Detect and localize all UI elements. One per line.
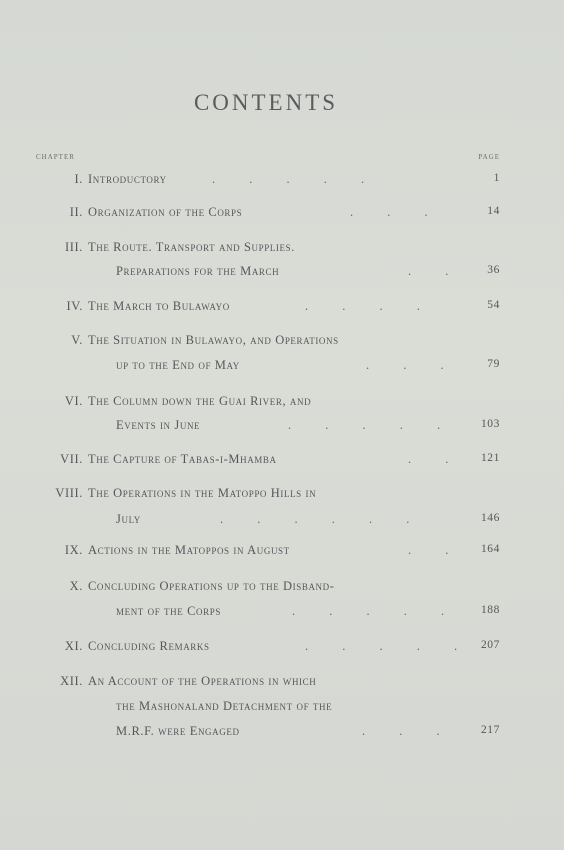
dot-leader: . . . . . . [220, 512, 410, 526]
page-number: 207 [480, 639, 500, 651]
page-number: 14 [487, 205, 500, 217]
page-number: 1 [493, 172, 500, 184]
page-column-header: PAGE [478, 153, 500, 161]
toc-entry [0, 486, 564, 530]
toc-entry [0, 333, 564, 377]
chapter-number: III. [64, 240, 83, 254]
dot-leader: . . . [350, 205, 429, 219]
dot-leader: . . [408, 543, 449, 557]
chapter-number: IV. [66, 299, 83, 313]
page-number: 54 [487, 299, 500, 311]
chapter-title-line: The Operations in the Matoppo Hills in [88, 486, 317, 500]
dot-leader: . . . . [305, 299, 421, 313]
chapter-title-line: Introductory [88, 172, 167, 186]
chapter-number: IX. [64, 543, 83, 557]
dot-leader: . . . . . [305, 639, 458, 653]
chapter-title-line: Events in June [116, 418, 201, 432]
toc-entry [0, 205, 564, 225]
toc-entry [0, 299, 564, 319]
chapter-title-line: July [116, 512, 141, 526]
page-number: 217 [480, 724, 500, 736]
toc-entry [0, 394, 564, 438]
toc-entry [0, 674, 564, 744]
chapter-title-line: M.R.F. were Engaged [116, 724, 240, 738]
toc-entry [0, 172, 564, 192]
page-title: CONTENTS [193, 90, 339, 115]
dot-leader: . . [408, 452, 449, 466]
page-number: 146 [480, 512, 500, 524]
page-number: 103 [480, 418, 500, 430]
toc-entry [0, 543, 564, 563]
chapter-title-line: the Mashonaland Detachment of the [116, 699, 333, 713]
chapter-title-line: The Situation in Bulawayo, and Operations [88, 333, 339, 347]
chapter-title-line: The Column down the Guai River, and [88, 394, 312, 408]
chapter-title-line: The Capture of Tabas-i-Mhamba [88, 452, 277, 466]
chapter-number: I. [74, 172, 83, 186]
toc-entry [0, 579, 564, 623]
page-number: 188 [480, 604, 500, 616]
chapter-number: VI. [64, 394, 83, 408]
page-number: 164 [480, 543, 500, 555]
toc-entry [0, 452, 564, 472]
chapter-number: VIII. [55, 486, 83, 500]
toc-entry [0, 639, 564, 659]
dot-leader: . . . [366, 358, 445, 372]
dot-leader: . . [408, 264, 449, 278]
chapter-title-line: The Route. Transport and Supplies. [88, 240, 295, 254]
chapter-number: X. [69, 579, 83, 593]
page-number: 79 [487, 358, 500, 370]
chapter-title-line: up to the End of May [116, 358, 240, 372]
chapter-title-line: Concluding Operations up to the Disband- [88, 579, 335, 593]
chapter-number: V. [71, 333, 83, 347]
dot-leader: . . . . . [212, 172, 365, 186]
chapter-number: VII. [60, 452, 83, 466]
dot-leader: . . . . . [288, 418, 441, 432]
chapter-title-line: Preparations for the March [116, 264, 280, 278]
chapter-title-line: Actions in the Matoppos in August [88, 543, 290, 557]
chapter-column-header: CHAPTER [36, 153, 75, 161]
chapter-title-line: The March to Bulawayo [88, 299, 230, 313]
toc-entry [0, 240, 564, 284]
chapter-number: XII. [60, 674, 83, 688]
chapter-title-line: An Account of the Operations in which [88, 674, 317, 688]
chapter-title-line: ment of the Corps [116, 604, 221, 618]
chapter-number: II. [69, 205, 83, 219]
page-number: 121 [480, 452, 500, 464]
dot-leader: . . . [362, 724, 441, 738]
page-number: 36 [487, 264, 500, 276]
chapter-title-line: Organization of the Corps [88, 205, 243, 219]
dot-leader: . . . . . [292, 604, 445, 618]
chapter-number: XI. [64, 639, 83, 653]
chapter-title-line: Concluding Remarks [88, 639, 210, 653]
